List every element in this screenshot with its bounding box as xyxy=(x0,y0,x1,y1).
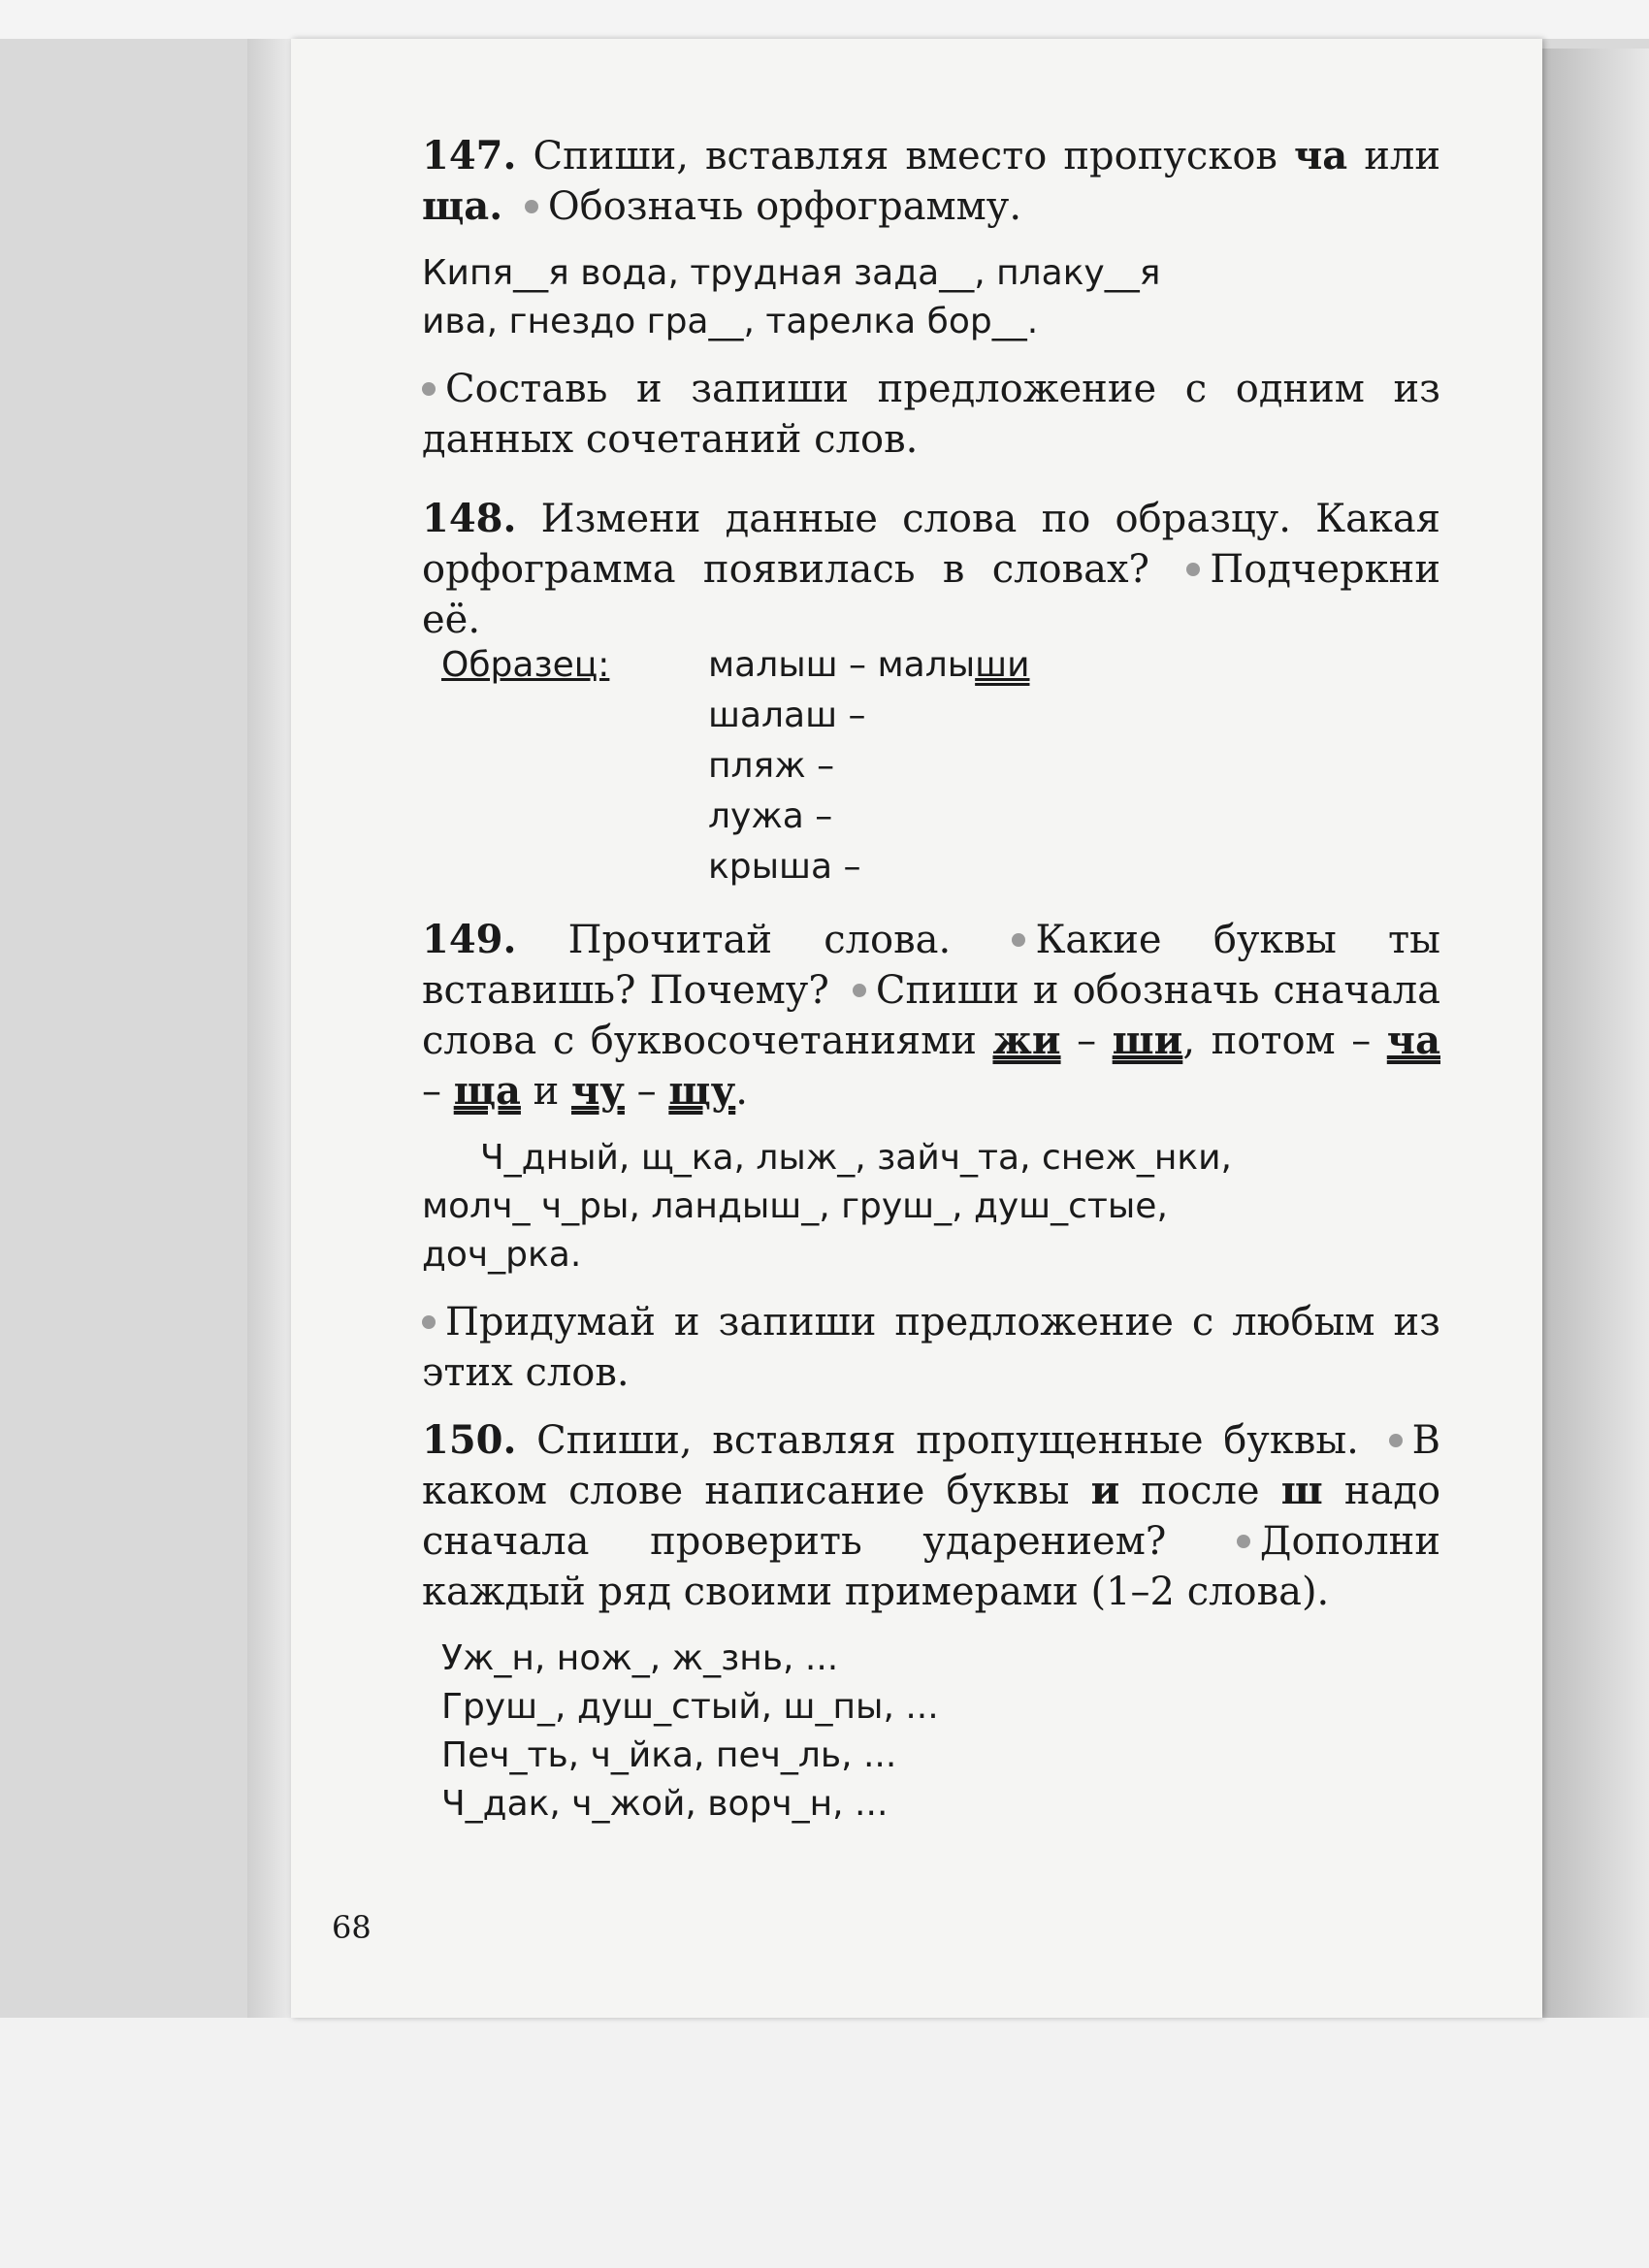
task-text: Дополни каждый ряд своими примерами (1–2 слова). xyxy=(422,1519,1440,1614)
exercise-line: ива, гнездо гра__, тарелка бор__. xyxy=(422,302,1039,341)
task-text: и xyxy=(533,1069,560,1114)
exercise-line: молч_ ч_ры, ландыш_, груш_, душ_стые, xyxy=(422,1186,1168,1226)
bullet-icon xyxy=(525,200,538,213)
task-149-extra xyxy=(422,1297,1440,1398)
task-text: Подчеркни её. xyxy=(422,547,1440,642)
task-text: Измени данные слова по образцу. Какая орфограмма появилась в словах? xyxy=(422,497,1441,592)
exercise-row: Печ_ть, ч_йка, печ_ль, ... xyxy=(441,1735,897,1775)
bullet-icon xyxy=(1012,933,1025,947)
letter-combo: ща. xyxy=(422,183,503,229)
task-text: Прочитай слова. xyxy=(567,918,952,962)
word-row: шалаш – xyxy=(708,696,866,735)
exercise-line: Кипя__я вода, трудная зада__, плаку__я xyxy=(422,253,1161,293)
letter: ш xyxy=(1280,1468,1323,1513)
task-148-instruction xyxy=(422,494,1440,645)
task-number: 150. xyxy=(422,1417,517,1463)
sample-word: малыш – малы xyxy=(708,645,976,685)
bullet-icon xyxy=(1237,1535,1250,1548)
task-text: после xyxy=(1141,1469,1260,1513)
letter-combo: жи xyxy=(992,1018,1061,1063)
task-text: Придумай и запиши предложение с любым из этих слов. xyxy=(422,1300,1440,1395)
page-number: 68 xyxy=(332,1909,372,1946)
page-content xyxy=(422,131,1440,1829)
word-row: лужа – xyxy=(708,796,833,836)
task-150-instruction xyxy=(422,1415,1440,1617)
task-147-instruction xyxy=(422,131,1440,232)
exercise-row: Уж_н, нож_, ж_знь, ... xyxy=(441,1638,839,1678)
exercise-line: Ч_дный, щ_ка, лыж_, зайч_та, снеж_нки, xyxy=(480,1138,1232,1178)
task-number: 149. xyxy=(422,917,517,962)
bullet-icon xyxy=(1389,1434,1403,1447)
sample-label: Образец: xyxy=(441,645,610,685)
task-text: , потом – xyxy=(1182,1019,1372,1063)
task-text: Спиши и обозначь сначала слова с буквосочетаниями xyxy=(422,968,1440,1063)
task-text: надо сначала проверить ударением? xyxy=(422,1469,1441,1564)
task-text: или xyxy=(1364,134,1440,178)
letter-combo: щу xyxy=(668,1068,736,1114)
textbook-page xyxy=(291,39,1542,2018)
bullet-icon xyxy=(1186,563,1200,576)
sample-ending: ши xyxy=(975,645,1030,685)
sample-block xyxy=(422,645,1440,897)
scan-background-bottom xyxy=(0,2018,1649,2268)
dash: – xyxy=(636,1069,657,1114)
letter-combo: ща xyxy=(453,1068,521,1114)
task-number: 147. xyxy=(422,133,517,178)
letter-combo: ча xyxy=(1386,1018,1440,1063)
task-147-extra xyxy=(422,364,1440,465)
letter: и xyxy=(1090,1468,1120,1513)
task-text: Обозначь орфограмму. xyxy=(547,184,1022,229)
task-text: Составь и запиши предложение с одним из данных сочетаний слов. xyxy=(422,367,1440,462)
bullet-icon xyxy=(853,984,866,997)
dash: – xyxy=(422,1069,441,1114)
sample-row xyxy=(708,645,1029,685)
word-row: крыша – xyxy=(708,847,861,887)
task-text: Какие буквы ты вставишь? Почему? xyxy=(422,918,1441,1013)
exercise-row: Ч_дак, ч_жой, ворч_н, ... xyxy=(441,1784,889,1824)
task-text: Спиши, вставляя вместо пропусков xyxy=(533,134,1277,178)
next-page-edge xyxy=(1542,49,1649,2018)
exercise-line: доч_рка. xyxy=(422,1235,582,1275)
task-149-instruction xyxy=(422,915,1440,1117)
task-number: 148. xyxy=(422,496,517,541)
task-text: В каком слове написание буквы xyxy=(422,1418,1441,1513)
scan-background-top xyxy=(0,0,1649,39)
letter-combo: ча xyxy=(1293,133,1348,178)
exercise-row: Груш_, душ_стый, ш_пы, ... xyxy=(441,1687,939,1727)
letter-combo: ши xyxy=(1112,1018,1183,1063)
letter-combo: чу xyxy=(571,1068,625,1114)
task-text: . xyxy=(735,1069,748,1114)
word-row: пляж – xyxy=(708,746,835,786)
bullet-icon xyxy=(422,382,436,396)
task-text: Спиши, вставляя пропущенные буквы. xyxy=(536,1418,1359,1463)
bullet-icon xyxy=(422,1315,436,1329)
dash: – xyxy=(1077,1019,1097,1063)
